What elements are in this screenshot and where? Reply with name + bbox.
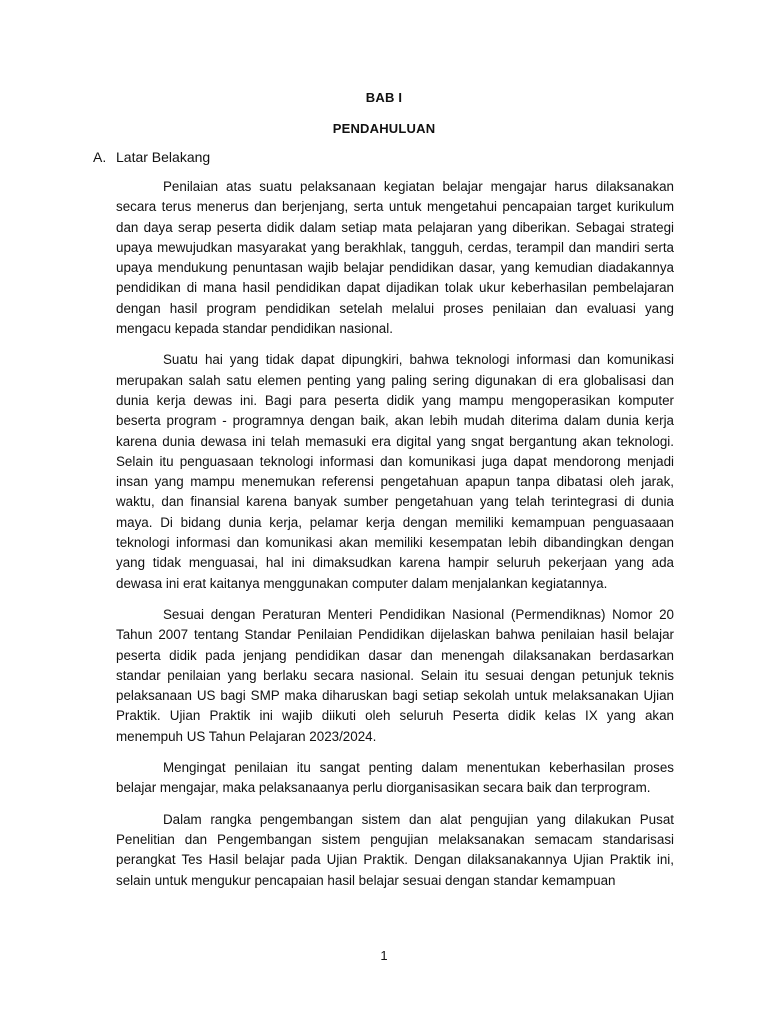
paragraph-3: Sesuai dengan Peraturan Menteri Pendidikan Nasional (Permendiknas) Nomor 20 Tahun 2007 tentang Standar Penilaian Pendidikan dijelaskan bahwa penilaian hasil belajar peserta didik pada jenjang pendidikan dasar dan menengah dilaksanakan berdasarkan standar penilaian yang berlaku secara nasional. Selain itu sesuai dengan petunjuk teknis pelaksanaan US bagi SMP maka diharuskan bagi setiap sekolah untuk melaksanakan Ujian Praktik. Ujian Praktik ini wajib diikuti oleh seluruh Peserta didik kelas IX yang akan menempuh US Tahun Pelajaran 2023/2024.	[116, 606, 674, 744]
page-number: 1	[380, 948, 388, 963]
section-heading	[93, 149, 210, 165]
paragraph-2: Suatu hai yang tidak dapat dipungkiri, bahwa teknologi informasi dan komunikasi merupakan salah satu elemen penting yang paling sering digunakan di era globalisasi dan dunia kerja dewas ini. Bagi para peserta didik yang mampu mengoperasikan komputer beserta program - programnya dengan baik, akan lebih mudah diterima dalam dunia kerja karena dunia dewasa ini telah memasuki era digital yang sngat bergantung akan teknologi. Selain itu penguasaan teknologi informasi dan komunikasi juga dapat mendorong menjadi insan yang mampu menemukan referensi pengetahuan apapun tanpa dibatasi oleh jarak, waktu, dan finansial karena banyak sumber pengetahuan yang telah terintegrasi di dunia maya. Di bidang dunia kerja, pelamar kerja dengan memiliki kemampuan penguasaaan teknologi informasi dan komunikasi akan memiliki kesempatan lebih dibandingkan dengan yang tidak menguasai, hal ini dimaksudkan karena hampir seluruh pekerjaan yang ada dewasa ini erat kaitanya menggunakan computer dalam menjalankan kegiatannya.	[116, 352, 674, 591]
chapter-title: PENDAHULUAN	[332, 121, 436, 136]
paragraph-4: Mengingat penilaian itu sangat penting dalam menentukan keberhasilan proses belajar mengajar, maka pelaksanaanya perlu diorganisasikan secara baik dan terprogram.	[116, 760, 674, 796]
chapter-heading: BAB I	[365, 90, 403, 105]
section-letter: A.	[93, 149, 107, 165]
paragraph-1: Penilaian atas suatu pelaksanaan kegiatan belajar mengajar harus dilaksanakan secara terus menerus dan berjenjang, serta untuk mengetahui pencapaian target kurikulum dan daya serap peserta didik dalam setiap mata pelajaran yang diberikan. Sebagai strategi upaya mewujudkan masyarakat yang berakhlak, tangguh, cerdas, terampil dan mandiri serta upaya mendukung penuntasan wajib belajar pendidikan dasar, yang kemudian diadakannya pendidikan di mana hasil pendidikan dapat dijadikan tolak ukur keberhasilan pembelajaran dengan hasil program pendidikan setelah melalui proses penilaian dan evaluasi yang mengacu kepada standar pendidikan nasional.	[116, 179, 674, 337]
paragraph-5: Dalam rangka pengembangan sistem dan alat pengujian yang dilakukan Pusat Penelitian dan Pengembangan sistem pengujian melaksanakan semacam standarisasi perangkat Tes Hasil belajar pada Ujian Praktik. Dengan dilaksanakannya Ujian Praktik ini, selain untuk mengukur pencapaian hasil belajar sesuai dengan standar kemampuan	[116, 811, 674, 888]
document-body	[116, 177, 674, 902]
section-title: Latar Belakang	[116, 149, 211, 165]
